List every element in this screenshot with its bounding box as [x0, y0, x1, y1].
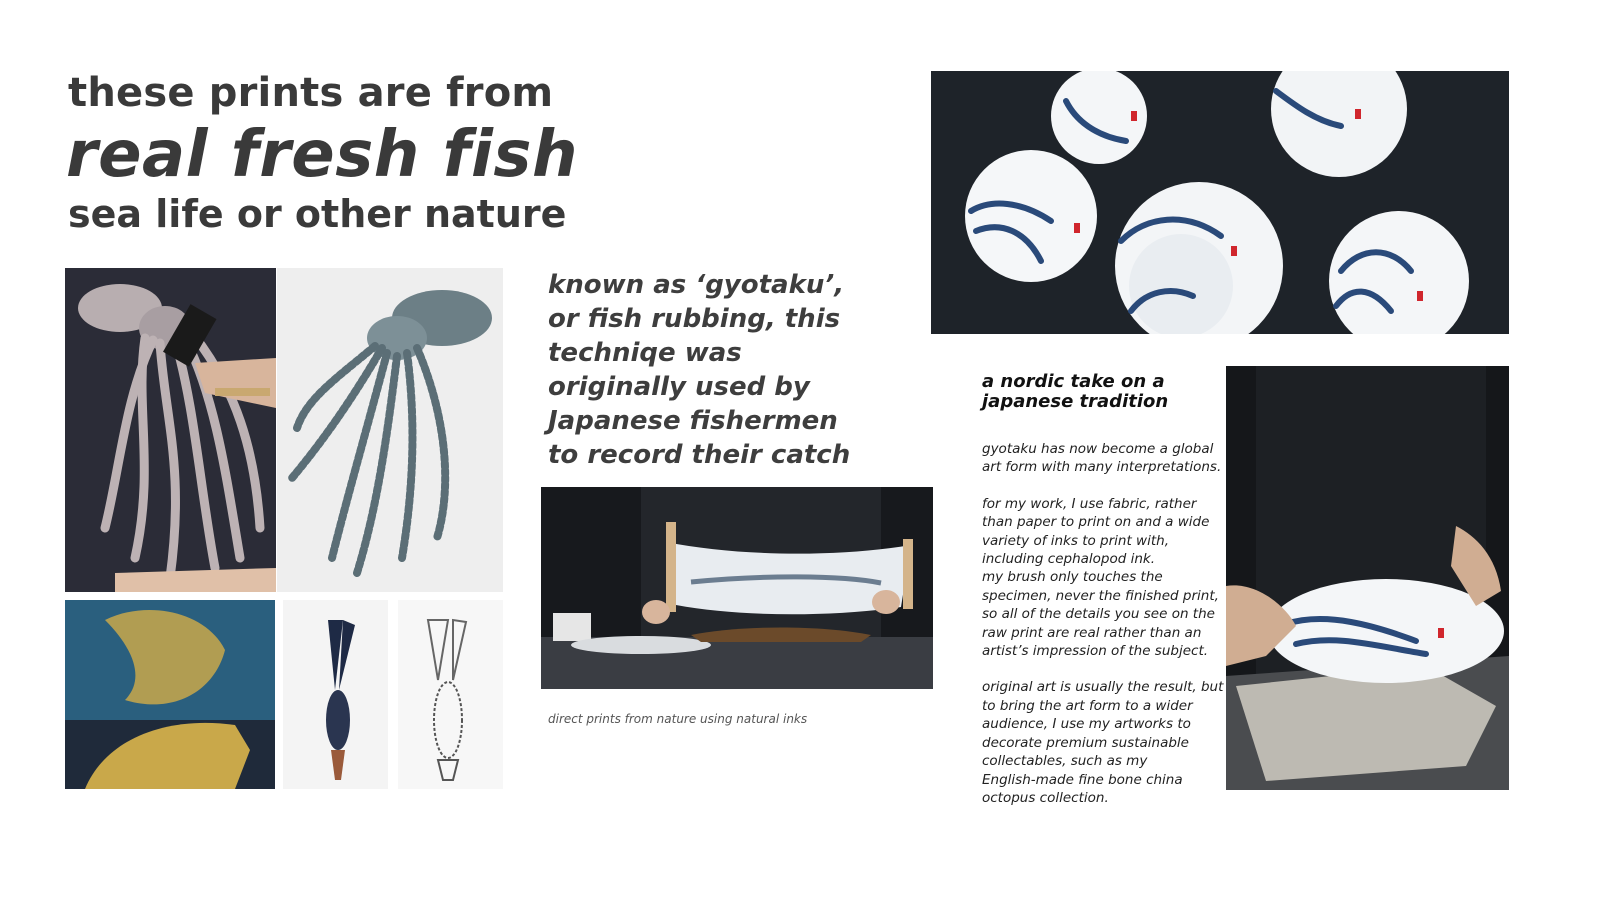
headline-line-1: these prints are from — [68, 70, 554, 116]
article-title-line: japanese tradition — [982, 391, 1169, 412]
article-line: artist’s impression of the subject. — [982, 643, 1209, 660]
article-line: raw print are real rather than an — [982, 624, 1202, 641]
quote-line: originally used by — [548, 372, 810, 402]
quote-line: to record their catch — [548, 440, 851, 470]
photo-print-reveal — [541, 487, 933, 689]
article-line: octopus collection. — [982, 789, 1109, 806]
article-title-line: a nordic take on a — [982, 371, 1165, 392]
article-line: variety of inks to print with, — [982, 532, 1169, 549]
article-paragraph — [982, 495, 1232, 661]
article-title — [982, 372, 1168, 412]
article-paragraph — [982, 440, 1232, 477]
article-line: my brush only touches the — [982, 569, 1163, 586]
photo-crayfish — [283, 600, 388, 789]
article-body — [982, 440, 1232, 825]
article-line: art form with many interpretations. — [982, 459, 1222, 476]
article-line: audience, I use my artworks to — [982, 716, 1191, 733]
article-line: than paper to print on and a wide — [982, 514, 1210, 531]
photo-octopus-inking — [65, 268, 276, 592]
photo-caption: direct prints from nature using natural inks — [548, 712, 808, 726]
quote-line: known as ‘gyotaku’, — [548, 270, 845, 300]
print-crayfish — [398, 600, 503, 789]
article-line: specimen, never the finished print, — [982, 587, 1219, 604]
photo-plate-holding — [1226, 366, 1509, 790]
article-line: for my work, I use fabric, rather — [982, 495, 1197, 512]
article-line: English-made fine bone china — [982, 771, 1183, 788]
gyotaku-quote — [548, 268, 851, 472]
quote-line: Japanese fishermen — [548, 406, 838, 436]
headline-line-2: real fresh fish — [66, 118, 579, 192]
article-line: including cephalopod ink. — [982, 551, 1156, 568]
article-line: original art is usually the result, but — [982, 679, 1224, 696]
article-line: collectables, such as my — [982, 753, 1148, 770]
article-line: so all of the details you see on the — [982, 606, 1215, 623]
article-line: to bring the art form to a wider — [982, 697, 1193, 714]
print-octopus — [277, 268, 503, 592]
photo-octopus-plates — [931, 71, 1509, 334]
article-paragraph — [982, 678, 1232, 807]
headline-line-3: sea life or other nature — [68, 192, 567, 236]
quote-line: techniqe was — [548, 338, 742, 368]
article-line: decorate premium sustainable — [982, 734, 1189, 751]
print-flatfish-gold — [65, 600, 275, 789]
quote-line: or fish rubbing, this — [548, 304, 841, 334]
article-line: gyotaku has now become a global — [982, 441, 1214, 457]
